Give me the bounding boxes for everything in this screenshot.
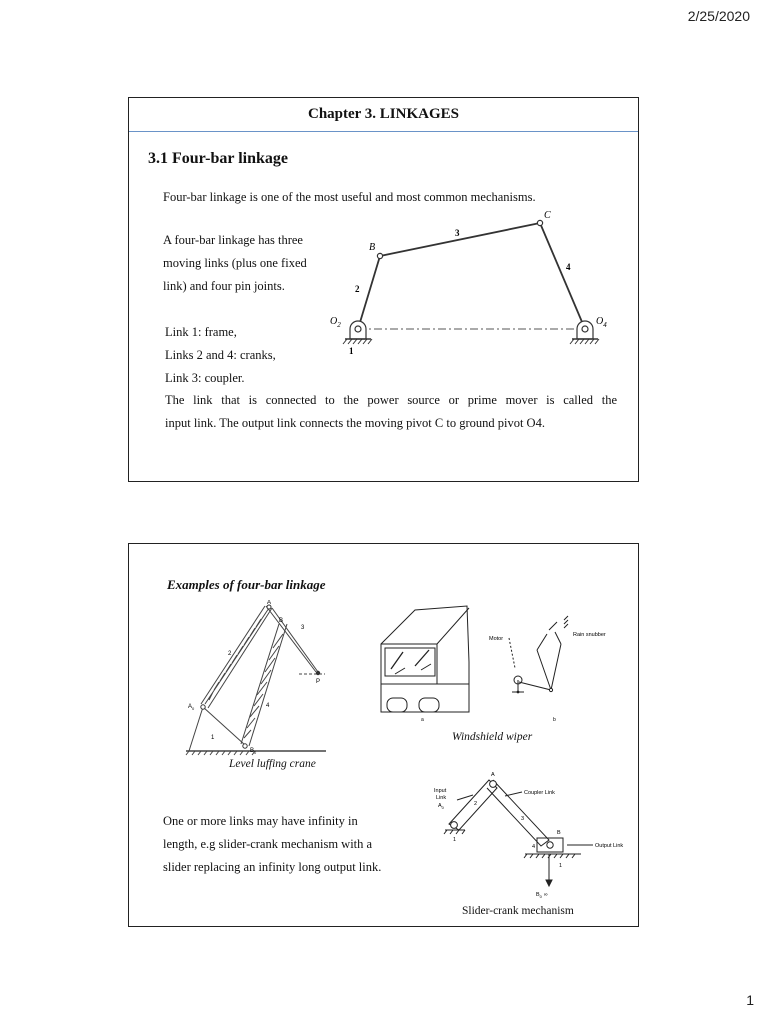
slider-joint-a <box>490 781 497 788</box>
crane-label-b0: $B_0$ <box>250 748 257 755</box>
crane-label-p: P <box>316 679 321 685</box>
page-number: 1 <box>746 992 754 1008</box>
wiper-motor-pivot <box>517 691 520 694</box>
label-link-3: 3 <box>455 228 460 238</box>
level-luffing-crane-diagram <box>181 600 331 770</box>
crane-pivot-b0 <box>243 744 247 748</box>
wiper-label-a: a <box>421 717 424 722</box>
rocker-link-4 <box>540 223 585 329</box>
slide-four-bar-linkage <box>128 97 639 482</box>
crane-label-2: 2 <box>228 651 232 657</box>
link-list <box>165 321 276 390</box>
wiper-linkage <box>509 616 568 692</box>
slider-crank-diagram <box>427 770 627 902</box>
link-item: Links 2 and 4: cranks, <box>165 348 276 362</box>
slider-pivot-a0 <box>451 822 458 829</box>
input-output-description <box>165 389 617 435</box>
intro-text: Four-bar linkage is one of the most useful and most common mechanisms. <box>163 190 536 204</box>
infinity-line: One or more links may have infinity in <box>163 814 358 828</box>
label-c: C <box>544 210 551 221</box>
slider-label-b: B <box>557 830 561 836</box>
description-line: The link that is connected to the power source or prime mover is called the <box>165 393 617 407</box>
slider-label-4: 4 <box>532 844 536 850</box>
slider-label-output: Output Link <box>595 843 624 849</box>
slider-label-1b: 1 <box>559 863 563 869</box>
label-o4: $O_4$ <box>596 316 607 329</box>
definition-line: moving links (plus one fixed <box>163 256 307 270</box>
examples-heading: Examples of four-bar linkage <box>167 577 326 592</box>
crane-load-point <box>316 671 320 675</box>
label-link-2: 2 <box>355 284 360 294</box>
slider-label-a0: $A_0$ <box>438 803 444 810</box>
slider-label-1a: 1 <box>453 837 457 843</box>
slider-label-link: Link <box>436 795 447 801</box>
four-bar-linkage-diagram <box>325 208 625 368</box>
crane-pivot-a0 <box>201 705 205 709</box>
crane-label-b: B <box>279 618 284 624</box>
crane-label-a0: $A_0$ <box>188 704 195 711</box>
crane-label-1: 1 <box>211 735 215 741</box>
slide-four-bar-examples <box>128 543 639 927</box>
definition-line: link) and four pin joints. <box>163 279 285 293</box>
wiper-caption: Windshield wiper <box>452 731 533 743</box>
slider-label-b-infinity: $B_0$ ∞ <box>536 892 548 899</box>
infinity-paragraph <box>163 810 381 879</box>
vehicle-outline <box>381 606 469 712</box>
description-line: input link. The output link connects the moving pivot C to ground pivot O4. <box>165 416 545 430</box>
label-o2: $O_2$ <box>330 316 341 329</box>
crane-caption: Level luffing crane <box>229 758 316 770</box>
label-link-4: 4 <box>566 262 571 272</box>
slider-label-input: Input <box>434 788 447 794</box>
definition-line: A four-bar linkage has three <box>163 233 303 247</box>
crank-link-2 <box>358 256 380 329</box>
label-b: B <box>369 242 376 253</box>
crane-label-4: 4 <box>266 703 270 709</box>
chapter-title: Chapter 3. LINKAGES <box>308 106 459 122</box>
link-item: Link 3: coupler. <box>165 371 245 385</box>
slider-label-3: 3 <box>521 816 525 822</box>
windshield-wiper-diagram <box>377 604 621 722</box>
pivot-o4-icon <box>570 321 599 344</box>
infinity-line: slider replacing an infinity long output link. <box>163 860 382 874</box>
joint-b <box>377 253 382 258</box>
link-item: Link 1: frame, <box>165 325 237 339</box>
crane-label-3: 3 <box>301 625 305 631</box>
label-link-1: 1 <box>349 346 354 356</box>
slider-joint-b <box>547 842 553 848</box>
coupler-link-3 <box>380 223 540 256</box>
wiper-label-b: b <box>553 717 556 722</box>
slider-label-a: A <box>491 772 495 778</box>
infinity-line: length, e.g slider-crank mechanism with a <box>163 837 373 851</box>
wiper-label-motor: Motor <box>489 636 504 642</box>
wiper-label-blade: Rain snubber <box>573 632 606 638</box>
wiper-joint <box>549 688 552 691</box>
section-heading: 3.1 Four-bar linkage <box>148 150 289 167</box>
joint-c <box>537 220 542 225</box>
page-date: 2/25/2020 <box>687 8 750 24</box>
slider-crank-caption: Slider-crank mechanism <box>462 905 574 917</box>
slider-label-2: 2 <box>474 801 478 807</box>
slider-label-coupler: Coupler Link <box>524 790 555 796</box>
title-divider <box>129 131 638 132</box>
pivot-o2-icon <box>343 321 372 344</box>
crane-label-a: A <box>267 600 272 606</box>
definition-paragraph <box>163 229 307 298</box>
